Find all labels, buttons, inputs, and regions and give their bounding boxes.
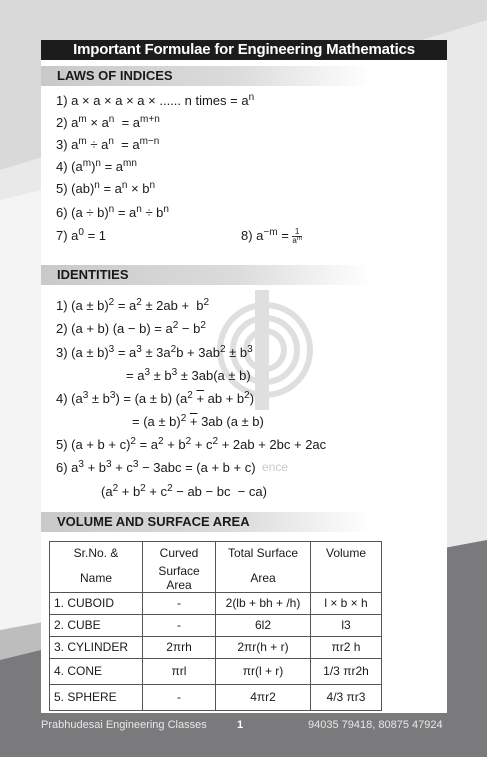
footer-phone: 94035 79418, 80875 47924 [308, 719, 443, 731]
row-volume: πr2 h [311, 636, 382, 658]
header-curved: Curved [143, 542, 216, 564]
volume-surface-table [49, 541, 382, 711]
footer-page-number: 1 [237, 719, 244, 731]
formula-index-2: 2) $a^m \times a^n = a^{m+n}$ [56, 114, 160, 130]
row-total: 2πr(h + r) [216, 636, 311, 658]
header-name: Name [50, 564, 143, 593]
header-empty [311, 564, 382, 593]
formula-index-4: 4) $(a^m)^n = a^{mn}$ [56, 158, 137, 174]
formula-index-3: 3) $a^m \div a^n = a^{m-n}$ [56, 136, 160, 152]
identity-6b: ($a^2 + b^2 + c^2$ − ab − bc − ca) [101, 483, 267, 499]
row-volume: l × b × h [311, 592, 382, 614]
section-laws-of-indices: LAWS OF INDICES [41, 66, 371, 86]
formula-index-5: 5) $(ab)^n = a^n \times b^n$ [56, 180, 156, 196]
identity-4: 4) $(a^3 \pm b^3) = (a \pm b) (a^2$ + ab + $b^2$) [56, 390, 255, 406]
header-srno: Sr.No. & [50, 542, 143, 564]
table-header-row-2 [50, 564, 382, 593]
header-surface-area: Surface Area [143, 564, 216, 593]
row-total: 4πr2 [216, 684, 311, 710]
row-total: 2(lb + bh + /h) [216, 592, 311, 614]
row-name: 1. CUBOID [50, 592, 143, 614]
row-curved: - [143, 592, 216, 614]
header-area: Area [216, 564, 311, 593]
identity-5: 5) $(a + b + c)^2 = a^2 + b^2 + c^2 + 2ab + 2bc + 2ac$ [56, 436, 327, 452]
row-total: πr(l + r) [216, 658, 311, 684]
table-row [50, 658, 382, 684]
row-volume: l3 [311, 614, 382, 636]
row-name: 5. SPHERE [50, 684, 143, 710]
formula-index-7: 7) $a^0 = 1$ [56, 227, 107, 243]
row-volume: 1/3 πr2h [311, 658, 382, 684]
formula-index-6: 6) $(a \div b)^n = a^n \div b^n$ [56, 204, 169, 220]
row-name: 4. CONE [50, 658, 143, 684]
formula-index-8: 8) $a^{-m}$ = $\frac{1}{a^m}$ [241, 227, 302, 246]
table-row [50, 684, 382, 710]
section-identities: IDENTITIES [41, 265, 371, 285]
row-curved: - [143, 684, 216, 710]
row-volume: 4/3 πr3 [311, 684, 382, 710]
identity-2: 2) (a + b) $(a - b) = a^2 - b^2$ [56, 320, 206, 336]
row-curved: πrl [143, 658, 216, 684]
table-row [50, 614, 382, 636]
footer-company: Prabhudesai Engineering Classes [41, 719, 207, 731]
watermark-text: ence [262, 460, 289, 474]
identity-3b: = $a^3 \pm b^3 \pm 3ab(a \pm b)$ [126, 367, 251, 383]
row-total: 6l2 [216, 614, 311, 636]
section-volume-surface-area: VOLUME AND SURFACE AREA [41, 512, 371, 532]
row-name: 2. CUBE [50, 614, 143, 636]
formula-index-1: 1) a × a × a × a × ...... n times = $a^n$ [56, 92, 255, 108]
table-row [50, 636, 382, 658]
identity-6: 6) $a^3 + b^3 + c^3 - 3abc = (a + b + c)$ [56, 459, 256, 475]
page-title: Important Formulae for Engineering Mathematics [41, 40, 447, 60]
table-header-row [50, 542, 382, 564]
header-volume: Volume [311, 542, 382, 564]
identity-4b: = $(a \pm b)^2 + 3ab$ (a ± b) [132, 413, 264, 429]
identity-3: 3) $(a \pm b)^3 = a^3 \pm 3a^2b + 3ab^2 \pm b^3$ [56, 344, 253, 360]
identity-1: 1) $(a \pm b)^2 = a^2 \pm 2ab + b^2$ [56, 297, 210, 313]
row-curved: 2πrh [143, 636, 216, 658]
table-row [50, 592, 382, 614]
row-curved: - [143, 614, 216, 636]
row-name: 3. CYLINDER [50, 636, 143, 658]
header-total: Total Surface [216, 542, 311, 564]
